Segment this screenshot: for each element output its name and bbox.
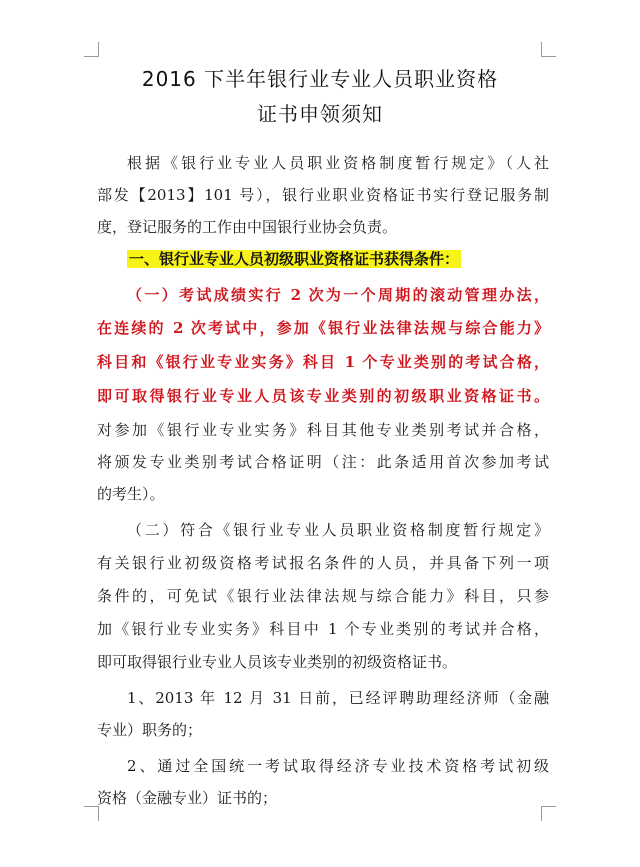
list-item-line: 2、通过全国统一考试取得经济专业技术资格考试初级 [127,757,549,775]
document-title-line-2: 证书申领须知 [257,102,383,126]
section-heading-highlight: 一、银行业专业人员初级职业资格证书获得条件： [129,250,460,268]
list-item-line: 资格（金融专业）证书的； [97,789,278,807]
paragraph-line: 即可取得银行业专业人员该专业类别的初级资格证书。 [97,653,458,671]
paragraph-line: （二）符合《银行业专业人员职业资格制度暂行规定》 [127,521,549,539]
section-heading [127,249,461,269]
paragraph-line: 有关银行业初级资格考试报名条件的人员，并具备下列一项 [97,554,549,572]
emphasis-line: 在连续的 2 次考试中，参加《银行业法律法规与综合能力》 [97,319,549,337]
paragraph-line: 对参加《银行业专业实务》科目其他专业类别考试并合格， [97,421,549,439]
paragraph-line: 度，登记服务的工作由中国银行业协会负责。 [97,218,398,236]
emphasis-line: 即可取得银行业专业人员该专业类别的初级职业资格证书。 [97,387,549,405]
crop-mark-bottom-left [84,806,99,821]
document-title-line-1: 2016 下半年银行业专业人员职业资格 [141,67,499,91]
paragraph-line: 加《银行业专业实务》科目中 1 个专业类别的考试并合格， [97,620,549,638]
paragraph-line: 部发【2013】101 号），银行业职业资格证书实行登记服务制 [97,186,549,204]
list-item-line: 专业）职务的； [97,721,203,739]
paragraph-line: 将颁发专业类别考试合格证明（注：此条适用首次参加考试 [97,453,549,471]
emphasis-line: 科目和《银行业专业实务》科目 1 个专业类别的考试合格， [97,353,549,371]
crop-mark-top-right [541,42,556,57]
crop-mark-top-left [84,42,99,57]
list-item-line: 1、2013 年 12 月 31 日前，已经评聘助理经济师（金融 [127,689,549,707]
emphasis-line: （一）考试成绩实行 2 次为一个周期的滚动管理办法， [127,286,549,304]
crop-mark-bottom-right [541,806,556,821]
paragraph-line: 根据《银行业专业人员职业资格制度暂行规定》（人社 [127,154,549,172]
paragraph-line: 的考生）。 [97,485,165,503]
paragraph-line: 条件的，可免试《银行业法律法规与综合能力》科目，只参 [97,587,549,605]
